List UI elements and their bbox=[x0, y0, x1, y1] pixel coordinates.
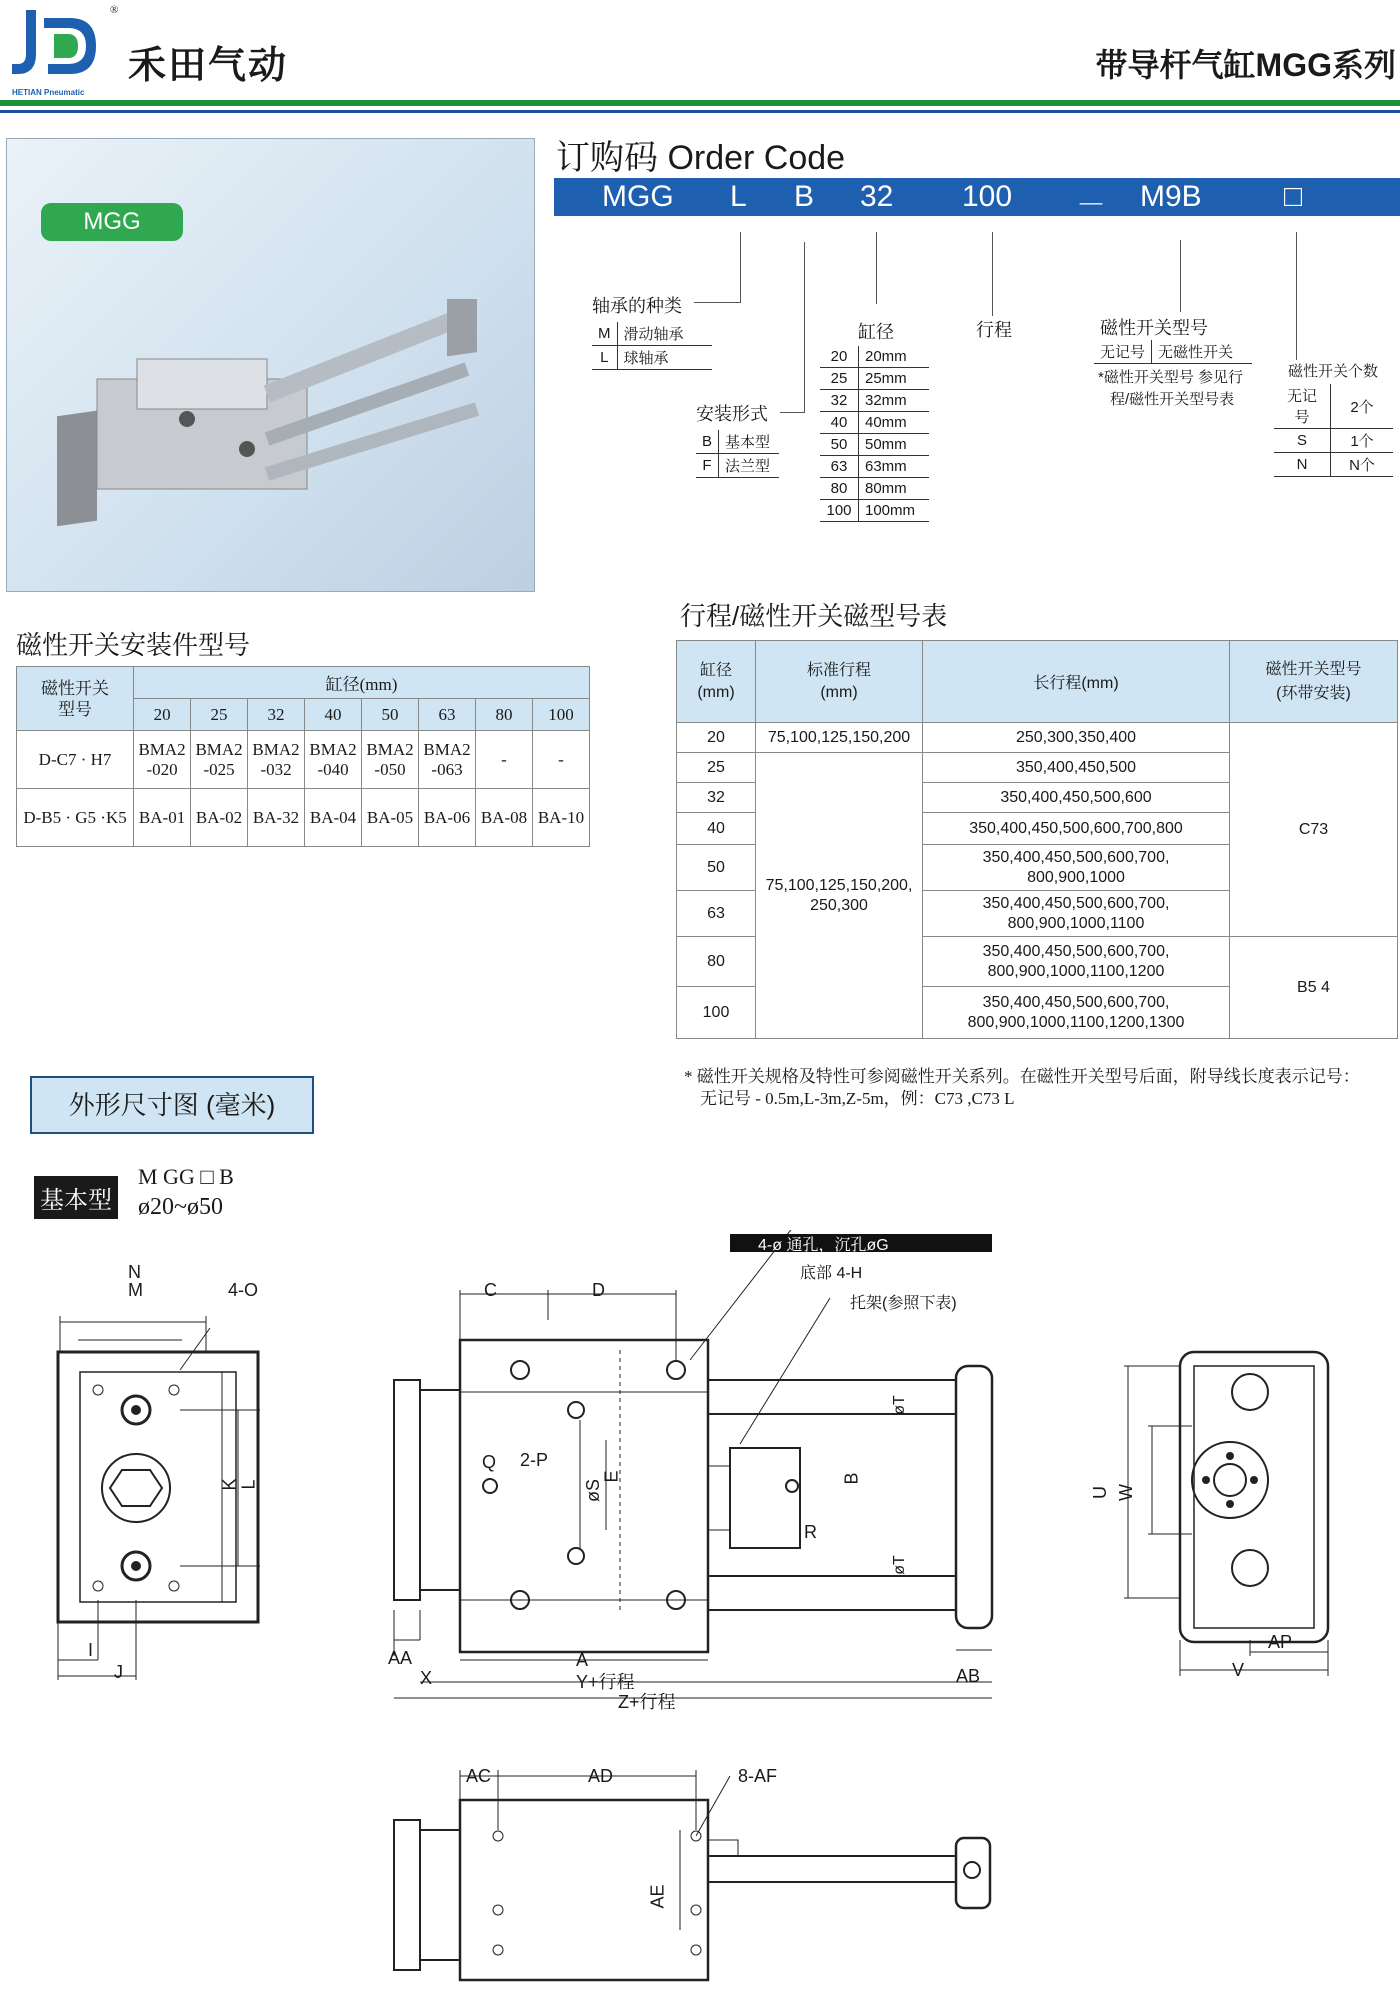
cell: BA-08 bbox=[475, 789, 532, 847]
head-switch-model: 磁性开关 型号 bbox=[17, 667, 134, 731]
dim-label-C: C bbox=[484, 1280, 497, 1300]
cylinder-illustration bbox=[37, 299, 507, 579]
type-label: 基本型 bbox=[34, 1176, 118, 1219]
dim-label-K: K bbox=[219, 1478, 240, 1491]
switch-cell: C73 bbox=[1230, 723, 1398, 937]
count-desc: N个 bbox=[1331, 453, 1394, 477]
stroke-title: 行程 bbox=[976, 320, 1012, 340]
mount-bracket-table bbox=[16, 666, 590, 847]
cell: BA-05 bbox=[362, 789, 419, 847]
dim-label-E: E bbox=[601, 1470, 622, 1483]
bore-desc: 100mm bbox=[859, 500, 930, 522]
dim-label-Z: Z+行程 bbox=[618, 1692, 676, 1712]
bore-code: 32 bbox=[820, 390, 859, 412]
order-seg-stroke: 100 bbox=[962, 180, 1013, 213]
model-line: M GG □ B bbox=[138, 1164, 234, 1189]
dim-label-AE: AE bbox=[647, 1884, 668, 1909]
dim-label-AC: AC bbox=[466, 1766, 492, 1786]
cell: BMA2 -040 bbox=[305, 731, 362, 789]
switch-note-1: *磁性开关型号 参见行 bbox=[1098, 369, 1244, 386]
bearing-desc: 球轴承 bbox=[617, 346, 712, 370]
switch-desc: 无磁性开关 bbox=[1152, 340, 1253, 364]
count-code: N bbox=[1274, 453, 1331, 477]
brand-name: 禾田气动 bbox=[128, 45, 289, 87]
bearing-desc: 滑动轴承 bbox=[617, 322, 712, 346]
dim-label-AB: AB bbox=[956, 1666, 981, 1686]
leader-mount bbox=[804, 242, 805, 412]
std-stroke-cell: 75,100,125,150,200, 250,300 bbox=[756, 753, 923, 1039]
bore-cell: 63 bbox=[677, 891, 756, 937]
stroke-table-title: 行程/磁性开关磁型号表 bbox=[680, 601, 948, 631]
bore-cell: 40 bbox=[677, 813, 756, 845]
bore-table bbox=[820, 346, 929, 522]
order-seg-count: □ bbox=[1284, 180, 1303, 213]
dim-label-M: M bbox=[128, 1280, 143, 1300]
bore-desc: 63mm bbox=[859, 456, 930, 478]
brand-sub: HETIAN Pneumatic bbox=[12, 88, 85, 97]
head-bore: 缸径(mm) bbox=[134, 667, 590, 699]
dim-label-A: A bbox=[576, 1650, 589, 1670]
hetian-logo-icon bbox=[8, 4, 108, 88]
count-desc: 2个 bbox=[1331, 384, 1394, 429]
cell: BA-02 bbox=[191, 789, 248, 847]
bore-cell: 50 bbox=[677, 845, 756, 891]
switch-code: 无记号 bbox=[1094, 340, 1152, 364]
bore-code: 50 bbox=[820, 434, 859, 456]
order-seg-bearing: L bbox=[730, 180, 747, 213]
dim-label-J: J bbox=[114, 1662, 123, 1682]
dim-label-L: L bbox=[238, 1479, 259, 1490]
count-desc: 1个 bbox=[1331, 429, 1394, 453]
product-photo bbox=[6, 138, 535, 592]
dim-label-R: R bbox=[804, 1522, 817, 1542]
bore-desc: 20mm bbox=[859, 346, 930, 368]
bore-cell: 20 bbox=[677, 723, 756, 753]
head-bore-value: 20 bbox=[134, 699, 191, 731]
head-switch-model: 磁性开关型号 (环带安装) bbox=[1230, 641, 1398, 723]
dim-label-W: W bbox=[1116, 1484, 1136, 1501]
dim-label-bracket: 托架(参照下表) bbox=[850, 1295, 957, 1312]
bottom-view-drawing bbox=[380, 1760, 1000, 2000]
row-model: D-C7 · H7 bbox=[17, 731, 134, 789]
product-badge: MGG bbox=[41, 203, 183, 241]
mount-code: B bbox=[696, 430, 719, 454]
dim-label-hole: 4-ø 通孔，沉孔øG bbox=[758, 1237, 889, 1254]
dim-label-U: U bbox=[1090, 1486, 1110, 1499]
dim-label-Y: Y+行程 bbox=[576, 1672, 635, 1692]
head-bore-value: 100 bbox=[532, 699, 589, 731]
dim-label-N: N bbox=[128, 1262, 141, 1282]
head-bore-value: 25 bbox=[191, 699, 248, 731]
head-bore-value: 80 bbox=[475, 699, 532, 731]
bearing-title: 轴承的种类 bbox=[592, 296, 682, 316]
switch-note-2: 程/磁性开关型号表 bbox=[1110, 391, 1235, 408]
std-stroke-cell: 75,100,125,150,200 bbox=[756, 723, 923, 753]
bore-cell: 32 bbox=[677, 783, 756, 813]
order-seg-mount: B bbox=[794, 180, 815, 213]
long-stroke-cell: 350,400,450,500,600,700, 800,900,1000,1100,1200,1300 bbox=[923, 987, 1230, 1039]
leader-bearing bbox=[740, 232, 741, 302]
bore-desc: 25mm bbox=[859, 368, 930, 390]
cell: BA-06 bbox=[419, 789, 476, 847]
header-rule-green bbox=[0, 100, 1400, 106]
long-stroke-cell: 350,400,450,500,600,700, 800,900,1000,1100,1200 bbox=[923, 937, 1230, 987]
head-bore-value: 63 bbox=[419, 699, 476, 731]
dim-label-O: 4-O bbox=[228, 1280, 259, 1300]
head-bore-value: 50 bbox=[362, 699, 419, 731]
bore-title: 缸径 bbox=[858, 322, 894, 342]
bearing-code: M bbox=[592, 322, 617, 346]
brand-logo bbox=[8, 4, 108, 88]
cell: BA-01 bbox=[134, 789, 191, 847]
leader-switch bbox=[1180, 240, 1181, 312]
long-stroke-cell: 350,400,450,500,600,700,800 bbox=[923, 813, 1230, 845]
head-bore: 缸径 (mm) bbox=[677, 641, 756, 723]
mount-title: 安装形式 bbox=[696, 404, 768, 424]
mount-desc: 基本型 bbox=[719, 430, 780, 454]
long-stroke-cell: 250,300,350,400 bbox=[923, 723, 1230, 753]
long-stroke-cell: 350,400,450,500,600,700, 800,900,1000,1100 bbox=[923, 891, 1230, 937]
dim-label-I: I bbox=[88, 1640, 94, 1660]
head-bore-value: 40 bbox=[305, 699, 362, 731]
order-code-title: 订购码 Order Code bbox=[556, 139, 846, 177]
dim-label-AD: AD bbox=[588, 1766, 614, 1786]
dim-label-AP: AP bbox=[1268, 1632, 1293, 1652]
bore-code: 80 bbox=[820, 478, 859, 500]
head-long-stroke: 长行程(mm) bbox=[923, 641, 1230, 723]
dim-label-Q: Q bbox=[482, 1452, 497, 1472]
leader-stroke bbox=[992, 232, 993, 316]
cell: BA-10 bbox=[532, 789, 589, 847]
count-table bbox=[1274, 384, 1393, 477]
stroke-switch-table bbox=[676, 640, 1398, 1039]
bore-code: 25 bbox=[820, 368, 859, 390]
bore-desc: 50mm bbox=[859, 434, 930, 456]
dim-label-AA: AA bbox=[388, 1648, 413, 1668]
cell: - bbox=[532, 731, 589, 789]
count-code: S bbox=[1274, 429, 1331, 453]
order-seg-mgg: MGG bbox=[602, 180, 674, 213]
dim-label-X: X bbox=[420, 1668, 433, 1688]
bore-range: ø20~ø50 bbox=[138, 1194, 223, 1220]
bearing-table bbox=[592, 322, 712, 370]
cell: BMA2 -063 bbox=[419, 731, 476, 789]
bore-desc: 80mm bbox=[859, 478, 930, 500]
row-model: D-B5 · G5 ·K5 bbox=[17, 789, 134, 847]
cell: BMA2 -050 bbox=[362, 731, 419, 789]
bore-code: 100 bbox=[820, 500, 859, 522]
count-code: 无记号 bbox=[1274, 384, 1331, 429]
head-std-stroke: 标准行程 (mm) bbox=[756, 641, 923, 723]
series-title: 带导杆气缸MGG系列 bbox=[1095, 47, 1396, 83]
count-title: 磁性开关个数 bbox=[1288, 363, 1379, 380]
header-rule-blue bbox=[0, 110, 1400, 113]
order-seg-switch: M9B bbox=[1140, 180, 1202, 213]
mount-table bbox=[696, 430, 779, 478]
dim-label-S: øS bbox=[583, 1478, 604, 1503]
cell: BA-32 bbox=[248, 789, 305, 847]
bore-code: 63 bbox=[820, 456, 859, 478]
order-code-bar bbox=[554, 178, 1400, 222]
cell: - bbox=[475, 731, 532, 789]
bore-code: 40 bbox=[820, 412, 859, 434]
dim-label-V: V bbox=[1232, 1660, 1245, 1680]
switch-table bbox=[1094, 340, 1252, 364]
switch-cell: B5 4 bbox=[1230, 937, 1398, 1039]
dim-label-hole-bottom: 底部 4-H bbox=[800, 1265, 863, 1282]
dim-label-AF: 8-AF bbox=[738, 1766, 778, 1786]
bore-desc: 32mm bbox=[859, 390, 930, 412]
long-stroke-cell: 350,400,450,500,600,700, 800,900,1000 bbox=[923, 845, 1230, 891]
dimension-title: 外形尺寸图 (毫米) bbox=[30, 1076, 314, 1134]
leader-count bbox=[1296, 232, 1297, 360]
head-bore-value: 32 bbox=[248, 699, 305, 731]
cell: BMA2 -032 bbox=[248, 731, 305, 789]
stroke-note-1: * 磁性开关规格及特性可参阅磁性开关系列。在磁性开关型号后面，附导线长度表示记号： bbox=[684, 1067, 1360, 1086]
cell: BA-04 bbox=[305, 789, 362, 847]
end-view-drawing bbox=[1100, 1340, 1340, 1680]
switch-title: 磁性开关型号 bbox=[1100, 318, 1208, 338]
mount-code: F bbox=[696, 454, 719, 478]
dim-label-B: B bbox=[841, 1472, 862, 1485]
dim-label-T1: øT bbox=[890, 1395, 908, 1415]
bearing-code: L bbox=[592, 346, 617, 370]
leader-mount-h bbox=[780, 412, 805, 413]
bore-cell: 100 bbox=[677, 987, 756, 1039]
dim-label-T2: øT bbox=[890, 1555, 908, 1575]
stroke-note-2: 无记号 - 0.5m,L-3m,Z-5m，例：C73 ,C73 L bbox=[700, 1089, 1015, 1108]
order-seg-dash: － bbox=[1076, 189, 1106, 222]
order-seg-bore: 32 bbox=[860, 180, 894, 213]
mount-desc: 法兰型 bbox=[719, 454, 780, 478]
bore-cell: 25 bbox=[677, 753, 756, 783]
bore-cell: 80 bbox=[677, 937, 756, 987]
bore-desc: 40mm bbox=[859, 412, 930, 434]
cell: BMA2 -020 bbox=[134, 731, 191, 789]
dim-label-P: 2-P bbox=[520, 1450, 549, 1470]
long-stroke-cell: 350,400,450,500 bbox=[923, 753, 1230, 783]
leader-bearing-h bbox=[694, 302, 741, 303]
cell: BMA2 -025 bbox=[191, 731, 248, 789]
long-stroke-cell: 350,400,450,500,600 bbox=[923, 783, 1230, 813]
mount-table-title: 磁性开关安装件型号 bbox=[16, 630, 251, 660]
dim-label-D: D bbox=[592, 1280, 605, 1300]
registered-mark: ® bbox=[110, 4, 119, 16]
leader-bore bbox=[876, 232, 877, 304]
bore-code: 20 bbox=[820, 346, 859, 368]
